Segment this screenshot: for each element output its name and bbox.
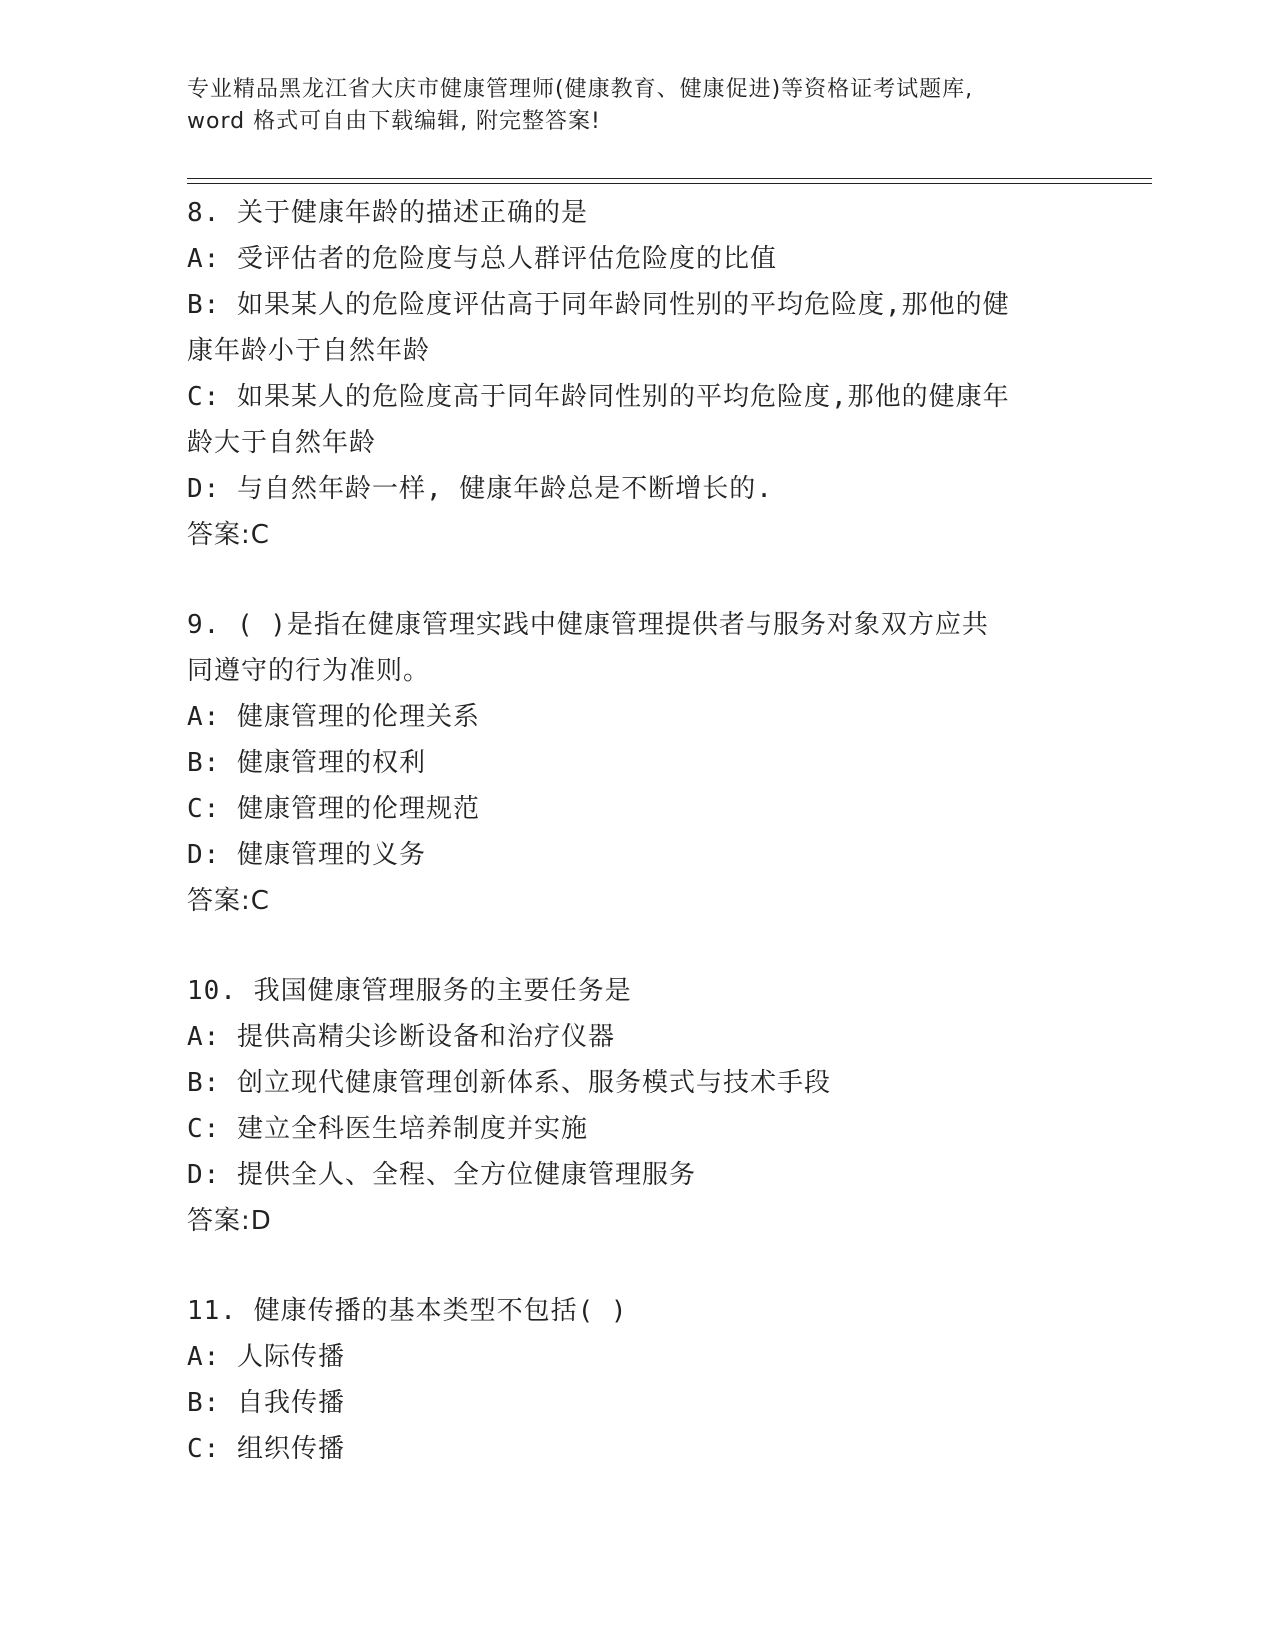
question-item	[187, 1288, 1087, 1472]
question-item	[187, 602, 1087, 924]
answer-option: B: 自我传播	[187, 1388, 345, 1418]
answer-option: 康年龄小于自然年龄	[187, 336, 431, 366]
question-item	[187, 968, 1087, 1244]
question-list	[187, 190, 1087, 1516]
question-stem: 11. 健康传播的基本类型不包括( )	[187, 1296, 628, 1326]
answer-option: D: 健康管理的义务	[187, 840, 426, 870]
answer-option: D: 提供全人、全程、全方位健康管理服务	[187, 1160, 696, 1190]
answer-option: B: 健康管理的权利	[187, 748, 426, 778]
question-stem: 9. ( )是指在健康管理实践中健康管理提供者与服务对象双方应共	[187, 610, 989, 640]
answer-option: A: 提供高精尖诊断设备和治疗仪器	[187, 1022, 615, 1052]
answer-option: D: 与自然年龄一样, 健康年龄总是不断增长的.	[187, 474, 773, 504]
answer-option: A: 人际传播	[187, 1342, 345, 1372]
question-stem: 8. 关于健康年龄的描述正确的是	[187, 198, 588, 228]
header-line-2: word 格式可自由下载编辑, 附完整答案!	[187, 109, 601, 134]
answer-option: B: 创立现代健康管理创新体系、服务模式与技术手段	[187, 1068, 831, 1098]
answer-option: B: 如果某人的危险度评估高于同年龄同性别的平均危险度,那他的健	[187, 290, 1010, 320]
answer-key: 答案:D	[187, 1206, 272, 1236]
answer-option: A: 受评估者的危险度与总人群评估危险度的比值	[187, 244, 777, 274]
header-divider-bottom	[187, 183, 1152, 184]
answer-key: 答案:C	[187, 886, 270, 916]
answer-option: C: 建立全科医生培养制度并实施	[187, 1114, 588, 1144]
document-header	[187, 74, 1087, 138]
answer-option: 龄大于自然年龄	[187, 428, 377, 458]
header-divider-top	[187, 178, 1152, 179]
question-stem: 10. 我国健康管理服务的主要任务是	[187, 976, 632, 1006]
answer-key: 答案:C	[187, 520, 270, 550]
answer-option: C: 健康管理的伦理规范	[187, 794, 480, 824]
answer-option: A: 健康管理的伦理关系	[187, 702, 480, 732]
question-stem: 同遵守的行为准则。	[187, 656, 431, 686]
question-item	[187, 190, 1087, 558]
header-line-1: 专业精品黑龙江省大庆市健康管理师(健康教育、健康促进)等资格证考试题库,	[187, 77, 974, 102]
answer-option: C: 组织传播	[187, 1434, 345, 1464]
answer-option: C: 如果某人的危险度高于同年龄同性别的平均危险度,那他的健康年	[187, 382, 1010, 412]
